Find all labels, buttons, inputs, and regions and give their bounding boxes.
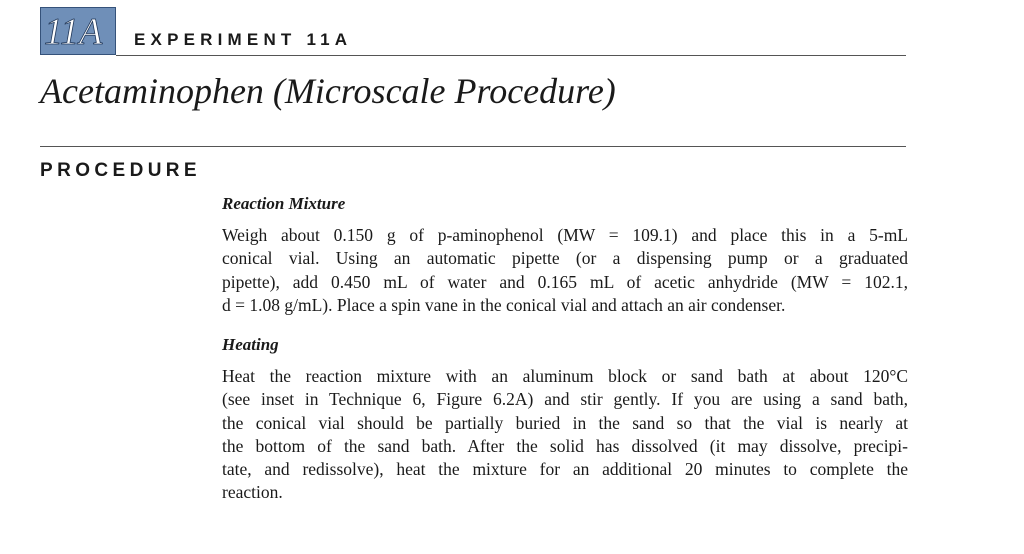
page-title: Acetaminophen (Microscale Procedure) (40, 71, 616, 111)
header-rule (116, 55, 906, 56)
paragraph-line: d = 1.08 g/mL). Place a spin vane in the conical vial and attach an air condenser. (222, 294, 786, 315)
paragraph-line: Weigh about 0.150 g of p-aminophenol (MW = 109.1) and place this in a 5-mL (222, 225, 908, 245)
reaction-mixture-heading: Reaction Mixture (222, 194, 346, 213)
heating-paragraph (222, 365, 908, 505)
section-divider (40, 146, 906, 147)
paragraph-line: tate, and redissolve), heat the mixture for an additional 20 minutes to complete the (222, 459, 908, 480)
reaction-mixture-section (222, 194, 908, 317)
heating-heading: Heating (222, 335, 279, 354)
heating-section (222, 335, 908, 505)
paragraph-line: pipette), add 0.450 mL of water and 0.165 mL of acetic anhydride (MW = 102.1, (222, 271, 908, 292)
reaction-mixture-paragraph (222, 224, 908, 317)
paragraph-line: Heat the reaction mixture with an aluminum block or sand bath at about 120°C (222, 366, 908, 386)
procedure-heading: PROCEDURE (40, 160, 202, 181)
badge-label: 11A (44, 11, 103, 53)
paragraph-line: (see inset in Technique 6, Figure 6.2A) and stir gently. If you are using a sand bath, (222, 389, 908, 410)
experiment-number-badge (40, 7, 116, 55)
paragraph-line: the conical vial should be partially buried in the sand so that the vial is nearly at (222, 412, 908, 433)
paragraph-line: conical vial. Using an automatic pipette (or a dispensing pump or a graduated (222, 248, 908, 269)
paragraph-line: the bottom of the sand bath. After the solid has dissolved (it may dissolve, precipi- (222, 435, 908, 456)
paragraph-line: reaction. (222, 482, 283, 503)
experiment-label: EXPERIMENT 11A (134, 30, 353, 49)
